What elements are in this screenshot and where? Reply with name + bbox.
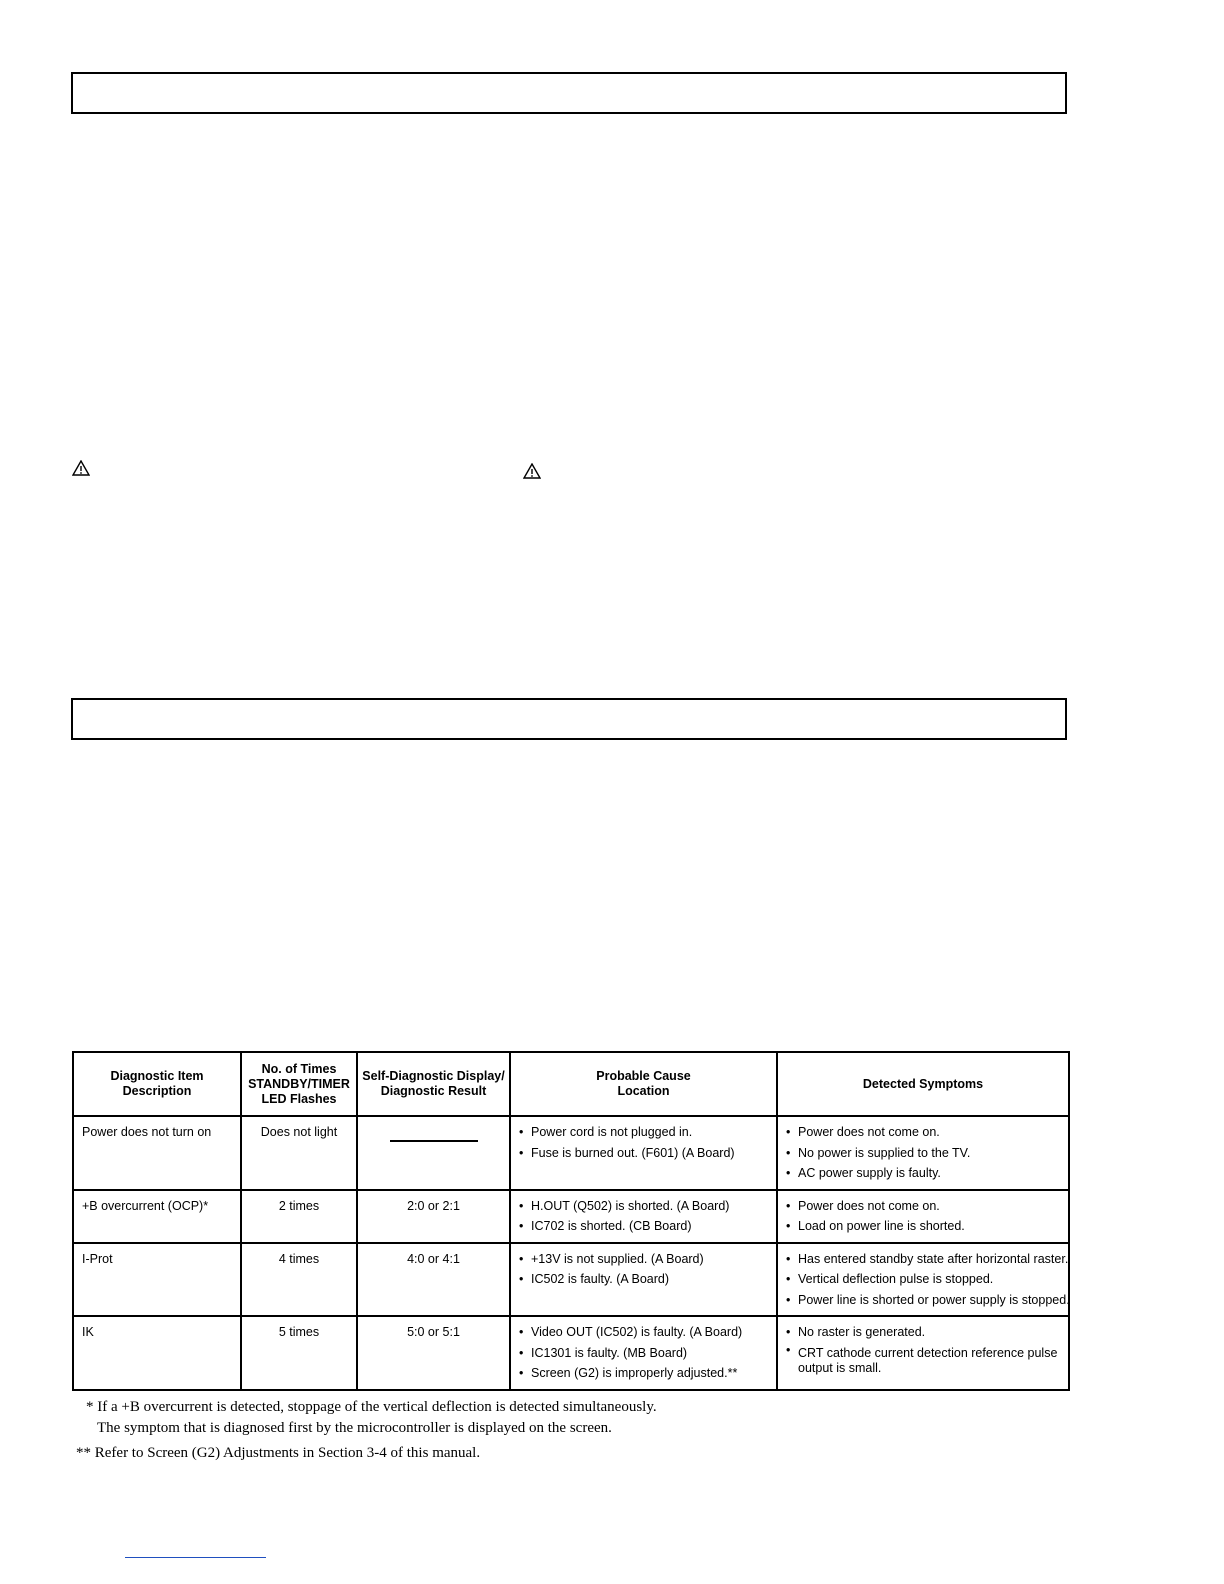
section-header-box-bottom: [71, 698, 1067, 740]
footnote-overcurrent: * If a +B overcurrent is detected, stoppage of the vertical deflection is detected simultaneously.: [86, 1399, 657, 1415]
cell-item: +B overcurrent (OCP)*: [73, 1190, 241, 1243]
symptom-item: • No power is supplied to the TV.: [786, 1143, 1060, 1164]
cause-item: • Power cord is not plugged in.: [519, 1122, 768, 1143]
cell-item: I-Prot: [73, 1243, 241, 1317]
self-diagnosis-table: [72, 1051, 1070, 1391]
table-row: [73, 1243, 1069, 1317]
cause-item: • IC502 is faulty. (A Board): [519, 1269, 768, 1290]
cell-causes: [510, 1116, 777, 1190]
warning-triangle-icon: [523, 463, 541, 479]
cell-symptoms: [777, 1316, 1069, 1390]
cell-flashes: 5 times: [241, 1316, 357, 1390]
cause-item: • Fuse is burned out. (F601) (A Board): [519, 1143, 768, 1164]
cell-display: 2:0 or 2:1: [357, 1190, 510, 1243]
cause-item: • Screen (G2) is improperly adjusted.**: [519, 1363, 768, 1384]
cell-flashes: 4 times: [241, 1243, 357, 1317]
header-detected-symptoms: Detected Symptoms: [777, 1052, 1069, 1116]
cell-item: IK: [73, 1316, 241, 1390]
cell-causes: [510, 1190, 777, 1243]
footnote-screen-adjustment: ** Refer to Screen (G2) Adjustments in Section 3-4 of this manual.: [76, 1445, 481, 1461]
warning-triangle-icon: [72, 460, 90, 476]
table-header-row: [73, 1052, 1069, 1116]
footnote-overcurrent-continued: The symptom that is diagnosed first by the microcontroller is displayed on the screen.: [97, 1420, 612, 1436]
symptom-item: • AC power supply is faulty.: [786, 1163, 1060, 1184]
symptom-item: • Power does not come on.: [786, 1122, 1060, 1143]
cell-flashes: 2 times: [241, 1190, 357, 1243]
cell-flashes: Does not light: [241, 1116, 357, 1190]
cause-item: • IC1301 is faulty. (MB Board): [519, 1343, 768, 1364]
no-display-dash: [390, 1140, 478, 1142]
cell-symptoms: [777, 1243, 1069, 1317]
cell-symptoms: [777, 1190, 1069, 1243]
header-probable-cause: Probable Cause Location: [510, 1052, 777, 1116]
cell-display: 5:0 or 5:1: [357, 1316, 510, 1390]
header-diagnostic-item: Diagnostic Item Description: [73, 1052, 241, 1116]
symptom-item: • Power line is shorted or power supply is stopped.: [786, 1290, 1060, 1311]
symptom-item: • CRT cathode current detection reference pulse output is small.: [786, 1343, 1060, 1376]
table-row: [73, 1190, 1069, 1243]
symptom-item: • Power does not come on.: [786, 1196, 1060, 1217]
section-header-box-top: [71, 72, 1067, 114]
cell-symptoms: [777, 1116, 1069, 1190]
cell-causes: [510, 1243, 777, 1317]
cell-item: Power does not turn on: [73, 1116, 241, 1190]
cause-item: • +13V is not supplied. (A Board): [519, 1249, 768, 1270]
table-row: [73, 1116, 1069, 1190]
symptom-item: • No raster is generated.: [786, 1322, 1060, 1343]
cell-causes: [510, 1316, 777, 1390]
header-led-flashes: No. of Times STANDBY/TIMER LED Flashes: [241, 1052, 357, 1116]
footer-rule: [125, 1557, 266, 1558]
table-row: [73, 1316, 1069, 1390]
cell-display: 4:0 or 4:1: [357, 1243, 510, 1317]
cell-display: [357, 1116, 510, 1190]
symptom-item: • Load on power line is shorted.: [786, 1216, 1060, 1237]
cause-item: • IC702 is shorted. (CB Board): [519, 1216, 768, 1237]
symptom-item: • Vertical deflection pulse is stopped.: [786, 1269, 1060, 1290]
header-self-diagnostic-display: Self-Diagnostic Display/ Diagnostic Result: [357, 1052, 510, 1116]
symptom-item: • Has entered standby state after horizontal raster.: [786, 1249, 1060, 1270]
cause-item: • Video OUT (IC502) is faulty. (A Board): [519, 1322, 768, 1343]
cause-item: • H.OUT (Q502) is shorted. (A Board): [519, 1196, 768, 1217]
